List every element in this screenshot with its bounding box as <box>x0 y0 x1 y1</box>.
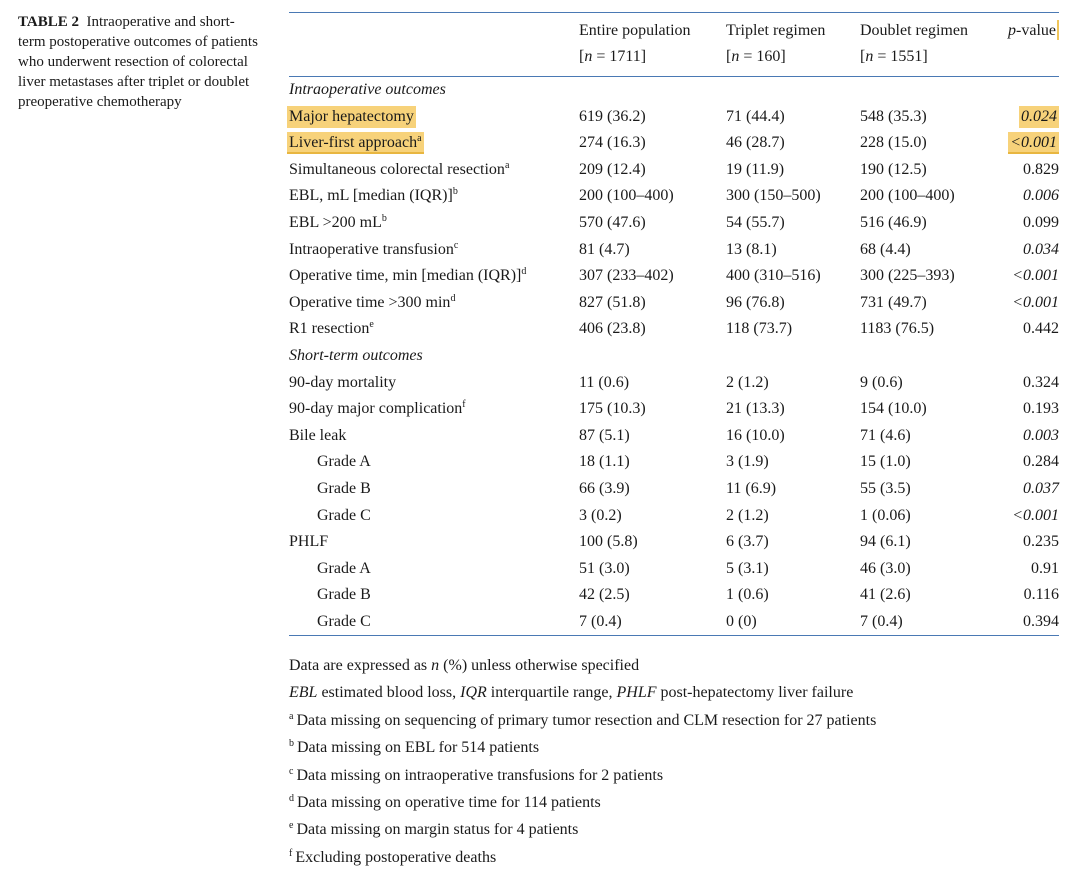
row-label-cell <box>289 396 579 423</box>
table-row <box>289 157 1059 184</box>
pvalue-cell <box>1000 290 1059 317</box>
row-label-cell <box>289 316 579 343</box>
footnote-marker: e <box>369 319 374 331</box>
row-label: R1 resection$^e$ <box>289 319 374 338</box>
pvalue-cell <box>1000 556 1059 583</box>
row-label: EBL, mL [median (IQR)]$^b$ <box>289 186 458 205</box>
table-caption <box>18 12 258 112</box>
header-triplet-n: [n = 160] <box>726 44 860 77</box>
row-label: Bile leak <box>289 426 347 444</box>
section-row-intraoperative <box>289 77 1059 104</box>
value-cell-c3: 55 (3.5) <box>860 479 911 497</box>
table-row <box>289 423 1059 450</box>
value-cell-c2: 300 (150–500) <box>726 187 821 205</box>
pvalue: 0.006 <box>1023 187 1059 205</box>
value-cell-c1: 209 (12.4) <box>579 160 646 178</box>
pvalue-cell <box>1000 609 1059 636</box>
abbr-def: interquartile range, <box>486 684 617 702</box>
row-label-cell <box>289 210 579 237</box>
pvalue: 0.829 <box>1023 160 1059 178</box>
value-cell-c1: 87 (5.1) <box>579 426 630 444</box>
row-label: Intraoperative transfusion$^c$ <box>289 239 459 258</box>
value-cell-c3: 516 (46.9) <box>860 213 927 231</box>
pvalue: 0.116 <box>1023 586 1059 604</box>
header-triplet: Triplet regimen <box>726 13 860 45</box>
value-cell-c2: 54 (55.7) <box>726 213 785 231</box>
value-cell-c3: 154 (10.0) <box>860 400 927 418</box>
pvalue: 0.284 <box>1023 453 1059 471</box>
pvalue: 0.037 <box>1023 479 1059 497</box>
value-cell-c3: 548 (35.3) <box>860 107 927 125</box>
pvalue: 0.193 <box>1023 400 1059 418</box>
value-cell-c1: 274 (16.3) <box>579 134 646 152</box>
footnote-text: Data missing on EBL for 514 patients <box>297 739 540 757</box>
table-row <box>289 503 1059 530</box>
table-row <box>289 210 1059 237</box>
footnote <box>289 734 1059 761</box>
row-label-cell <box>289 609 579 636</box>
value-cell-c3: 1 (0.06) <box>860 506 911 524</box>
outcomes-table <box>289 12 1059 636</box>
pvalue-cell <box>1000 449 1059 476</box>
pvalue-cell <box>1000 130 1059 157</box>
value-cell-c2: 21 (13.3) <box>726 400 785 418</box>
footnote-marker: c <box>453 239 459 251</box>
value-cell-c1: 100 (5.8) <box>579 533 638 551</box>
pvalue: 0.235 <box>1023 533 1059 551</box>
value-cell-c2: 118 (73.7) <box>726 320 793 338</box>
note-data-format: Data are expressed as n (%) unless otherwise specified <box>289 657 640 674</box>
value-cell-c1: 51 (3.0) <box>579 559 630 577</box>
abbr-term: EBL <box>289 684 318 702</box>
table-row <box>289 130 1059 157</box>
table-row <box>289 476 1059 503</box>
footnote-marker: f <box>462 399 466 411</box>
header-doublet-n: [n = 1551] <box>860 44 1000 77</box>
pvalue-cell <box>1000 476 1059 503</box>
footnote-list <box>289 707 1059 871</box>
table-row <box>289 370 1059 397</box>
footnote-mark: c <box>289 765 294 777</box>
pvalue-cell <box>1000 263 1059 290</box>
value-cell-c1: 570 (47.6) <box>579 213 646 231</box>
row-label: EBL >200 $mL^b$ <box>289 212 387 231</box>
abbr-term: PHLF <box>616 684 657 702</box>
pvalue: 0.034 <box>1023 240 1059 258</box>
table-row <box>289 556 1059 583</box>
value-cell-c2: 71 (44.4) <box>726 107 785 125</box>
row-label-cell <box>289 263 579 290</box>
row-label-cell <box>289 423 579 450</box>
table-row <box>289 609 1059 636</box>
footnote-marker: d <box>450 292 456 304</box>
table-body <box>289 77 1059 636</box>
table-row <box>289 104 1059 131</box>
value-cell-c2: 3 (1.9) <box>726 453 769 471</box>
row-label-cell <box>289 157 579 184</box>
pvalue: 0.003 <box>1023 426 1059 444</box>
footnote-marker: b <box>452 186 458 198</box>
value-cell-c3: 300 (225–393) <box>860 267 955 285</box>
value-cell-c1: 827 (51.8) <box>579 293 646 311</box>
caption-text: Intraoperative and short-term postoperative outcomes of patients who underwent resection of colorectal liver metastases after triplet or doublet preoperative chemotherapy <box>18 14 258 110</box>
table-row <box>289 396 1059 423</box>
value-cell-c2: 400 (310–516) <box>726 267 821 285</box>
table-row <box>289 316 1059 343</box>
footnote-mark: d <box>289 792 294 804</box>
row-label: Grade B <box>317 479 371 497</box>
value-cell-c3: 228 (15.0) <box>860 134 927 152</box>
row-label-cell <box>289 476 579 503</box>
pvalue-cell <box>1000 210 1059 237</box>
value-cell-c2: 19 (11.9) <box>726 160 785 178</box>
footnote-marker: a <box>417 133 422 145</box>
section-heading: Short-term outcomes <box>289 346 423 364</box>
value-cell-c1: 175 (10.3) <box>579 400 646 418</box>
value-cell-c1: 66 (3.9) <box>579 479 630 497</box>
pvalue-cell <box>1000 396 1059 423</box>
table-row <box>289 529 1059 556</box>
value-cell-c2: 96 (76.8) <box>726 293 785 311</box>
row-label: Operative time >300 $\min^d$ <box>289 292 456 311</box>
row-label-cell <box>289 529 579 556</box>
value-cell-c3: 94 (6.1) <box>860 533 911 551</box>
row-label: Liver-first approach$^a$ <box>287 132 424 154</box>
pvalue: <0.001 <box>1012 293 1059 311</box>
row-label: Grade A <box>317 559 371 577</box>
pvalue-cell <box>1000 529 1059 556</box>
value-cell-c3: 71 (4.6) <box>860 426 911 444</box>
footnote <box>289 789 1059 816</box>
value-cell-c2: 1 (0.6) <box>726 586 769 604</box>
section-heading: Intraoperative outcomes <box>289 81 446 98</box>
outcomes-table-container <box>289 12 1059 636</box>
table-row <box>289 263 1059 290</box>
pvalue-cell <box>1000 237 1059 264</box>
table-row <box>289 449 1059 476</box>
row-label-cell <box>289 503 579 530</box>
pvalue: 0.442 <box>1023 320 1059 338</box>
value-cell-c2: 11 (6.9) <box>726 479 777 497</box>
pvalue-cell <box>1000 503 1059 530</box>
value-cell-c2: 2 (1.2) <box>726 506 769 524</box>
row-label: Grade C <box>317 506 371 524</box>
row-label-cell <box>289 370 579 397</box>
pvalue: <0.001 <box>1008 132 1059 154</box>
pvalue: 0.099 <box>1023 213 1059 231</box>
value-cell-c1: 200 (100–400) <box>579 187 674 205</box>
row-label: 90-day mortality <box>289 373 397 391</box>
footnote-text: Excluding postoperative deaths <box>295 848 497 866</box>
value-cell-c3: 46 (3.0) <box>860 559 911 577</box>
pvalue: 0.024 <box>1019 106 1059 128</box>
value-cell-c2: 2 (1.2) <box>726 373 769 391</box>
pvalue-cell <box>1000 370 1059 397</box>
pvalue-header-text: p-value <box>1006 20 1059 40</box>
row-label-cell <box>289 449 579 476</box>
value-cell-c3: 731 (49.7) <box>860 293 927 311</box>
row-label: Major hepatectomy <box>287 106 416 128</box>
footnote <box>289 762 1059 789</box>
footnote-text: Data missing on margin status for 4 patients <box>296 821 579 839</box>
value-cell-c1: 619 (36.2) <box>579 107 646 125</box>
value-cell-c2: 5 (3.1) <box>726 559 769 577</box>
header-doublet: Doublet regimen <box>860 13 1000 45</box>
value-cell-c2: 0 (0) <box>726 609 860 636</box>
footnote <box>289 707 1059 734</box>
abbr-def: post-hepatectomy liver failure <box>656 684 854 702</box>
footnote-marker: d <box>521 266 527 278</box>
value-cell-c1: 81 (4.7) <box>579 240 630 258</box>
row-label: PHLF <box>289 533 329 551</box>
table-row <box>289 582 1059 609</box>
value-cell-c2: 13 (8.1) <box>726 240 777 258</box>
header-row <box>289 13 1059 45</box>
value-cell-c3: 200 (100–400) <box>860 187 955 205</box>
footnote-marker: a <box>504 159 510 171</box>
value-cell-c2: 16 (10.0) <box>726 426 785 444</box>
footnote-mark: b <box>289 738 294 750</box>
table-notes <box>289 652 1059 871</box>
row-label-cell <box>289 290 579 317</box>
pvalue-cell <box>1000 157 1059 184</box>
pvalue-cell <box>1000 582 1059 609</box>
footnote-mark: a <box>289 710 294 722</box>
row-label: 90-day major complication$^f$ <box>289 399 466 418</box>
row-label: Grade A <box>317 453 371 471</box>
footnote-text: Data missing on operative time for 114 patients <box>297 793 601 811</box>
value-cell-c3: 1183 (76.5) <box>860 320 935 338</box>
value-cell-c3: 68 (4.4) <box>860 240 911 258</box>
row-label-cell <box>289 130 579 157</box>
pvalue-cell <box>1000 104 1059 131</box>
pvalue: <0.001 <box>1012 506 1059 524</box>
value-cell-c3: 9 (0.6) <box>860 373 903 391</box>
footnote-marker: b <box>381 212 387 224</box>
pvalue-cell <box>1000 316 1059 343</box>
pvalue: 0.394 <box>1023 612 1059 630</box>
row-label-cell <box>289 556 579 583</box>
section-row-short-term <box>289 343 1059 370</box>
pvalue: 0.91 <box>1031 559 1059 577</box>
value-cell-c3: 7 (0.4) <box>860 609 1000 636</box>
row-label: Simultaneous colorectal resection$^a$ <box>289 159 510 178</box>
table-label: TABLE 2 <box>18 14 79 30</box>
pvalue: <0.001 <box>1012 267 1059 285</box>
value-cell-c2: 6 (3.7) <box>726 533 769 551</box>
value-cell-c1: 18 (1.1) <box>579 453 630 471</box>
pvalue: 0.324 <box>1023 373 1059 391</box>
abbr-term: IQR <box>460 684 487 702</box>
footnote-text: Data missing on intraoperative transfusions for 2 patients <box>296 766 664 784</box>
pvalue-cell <box>1000 423 1059 450</box>
row-label-cell <box>289 104 579 131</box>
value-cell-c1: 307 (233–402) <box>579 267 674 285</box>
footnote <box>289 816 1059 843</box>
footnote-mark: e <box>289 820 294 832</box>
footnote-text: Data missing on sequencing of primary tumor resection and CLM resection for 27 patients <box>296 711 877 729</box>
note-abbreviations <box>289 679 1059 706</box>
value-cell-c1: 3 (0.2) <box>579 506 622 524</box>
header-blank <box>289 13 579 45</box>
value-cell-c1: 406 (23.8) <box>579 320 646 338</box>
value-cell-c1: 7 (0.4) <box>579 609 726 636</box>
pvalue-cell <box>1000 183 1059 210</box>
table-row <box>289 237 1059 264</box>
footnote-mark: f <box>289 847 293 859</box>
row-label-cell <box>289 183 579 210</box>
header-row-n <box>289 44 1059 77</box>
row-label: Operative time, min [median (IQR)]$^d$ <box>289 266 527 285</box>
header-entire: Entire population <box>579 13 726 45</box>
footnote <box>289 844 1059 871</box>
row-label-cell <box>289 582 579 609</box>
table-row <box>289 183 1059 210</box>
row-label: Grade B <box>317 586 371 604</box>
abbr-def: estimated blood loss, <box>317 684 461 702</box>
header-pvalue <box>1000 13 1059 45</box>
value-cell-c3: 15 (1.0) <box>860 453 911 471</box>
value-cell-c3: 41 (2.6) <box>860 586 911 604</box>
header-entire-n: [n = 1711] <box>579 44 726 77</box>
value-cell-c1: 42 (2.5) <box>579 586 630 604</box>
row-label-cell <box>289 237 579 264</box>
table-row <box>289 290 1059 317</box>
value-cell-c1: 11 (0.6) <box>579 373 630 391</box>
value-cell-c3: 190 (12.5) <box>860 160 927 178</box>
row-label: Grade C <box>317 612 371 630</box>
value-cell-c2: 46 (28.7) <box>726 134 785 152</box>
